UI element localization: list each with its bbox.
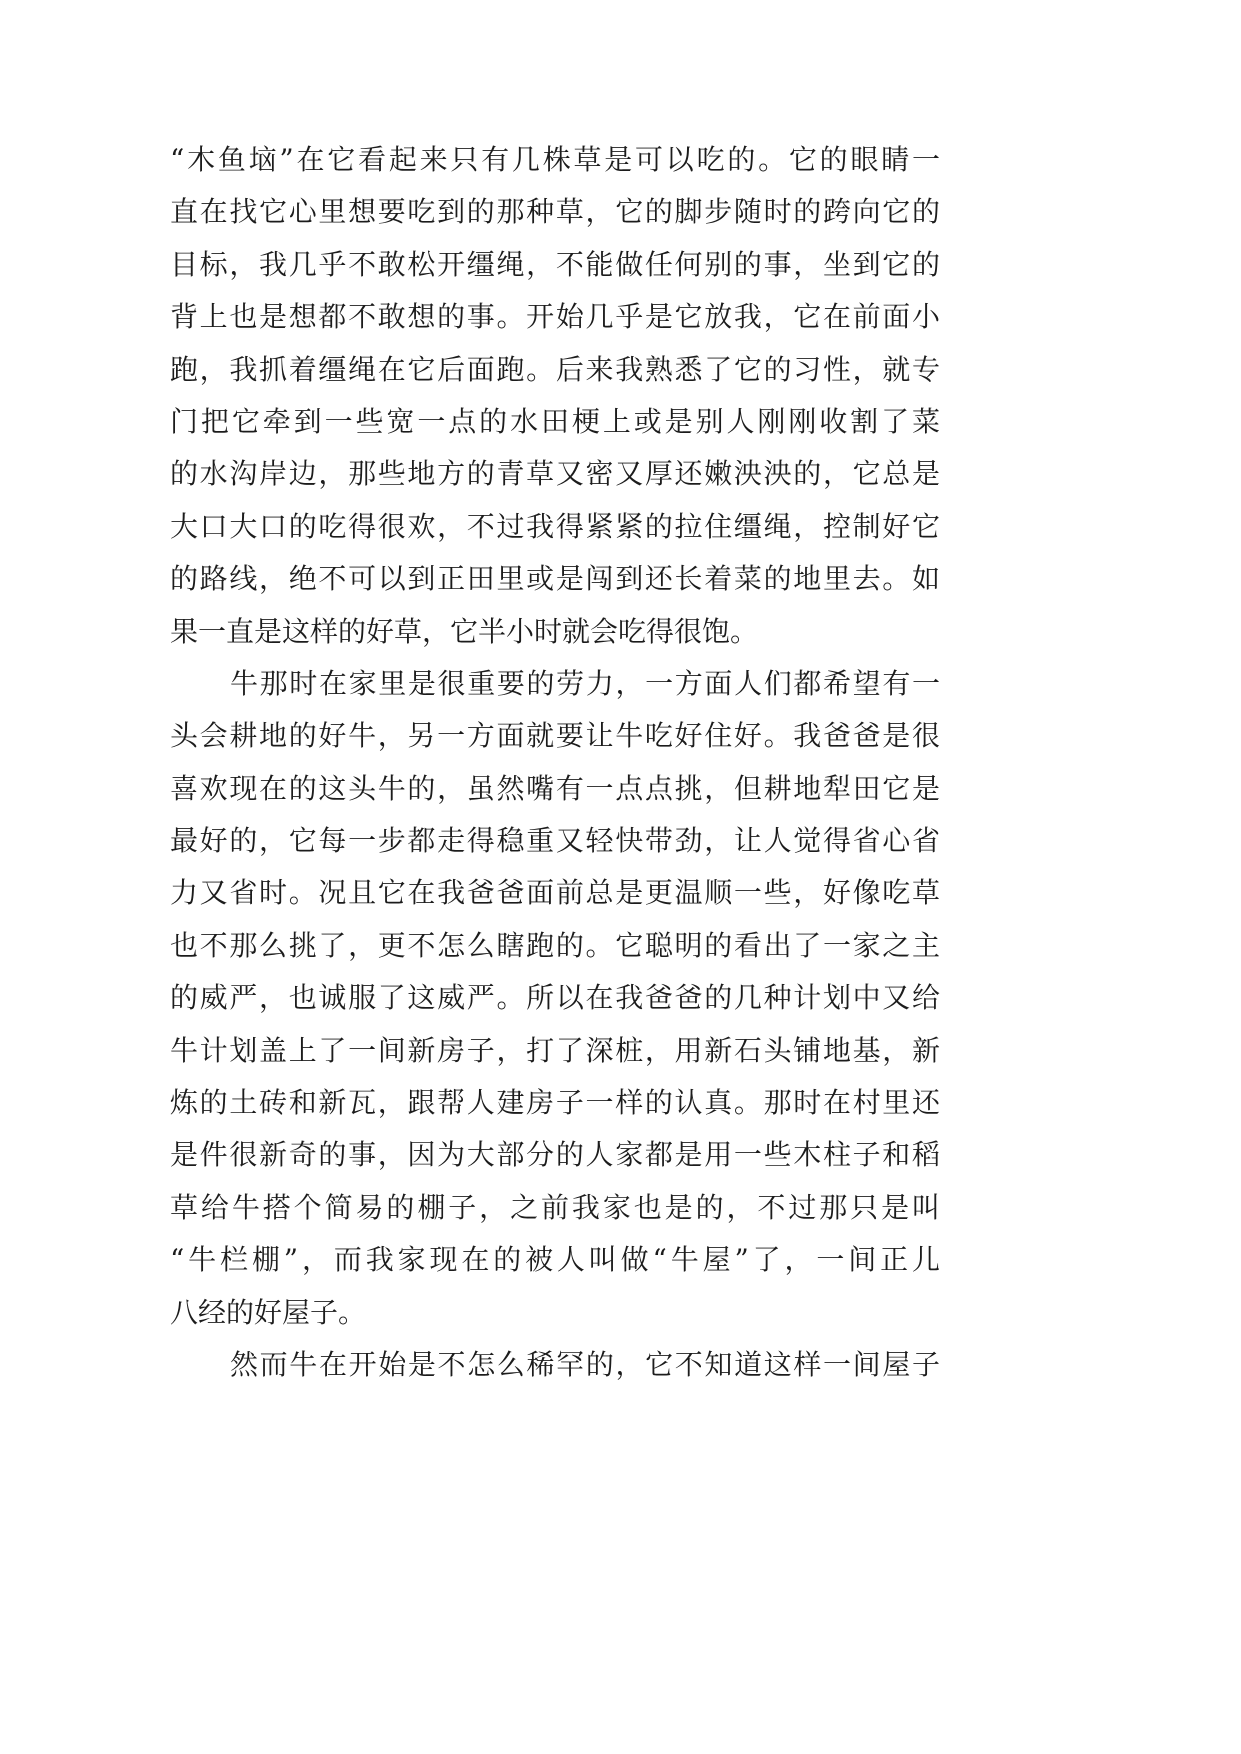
text-line: 跑，我抓着缰绳在它后面跑。后来我熟悉了它的习性，就专 [170, 352, 940, 386]
paragraph [170, 1339, 940, 1391]
text-line: 牛计划盖上了一间新房子，打了深桩，用新石头铺地基，新 [170, 1033, 940, 1067]
text-line: 力又省时。况且它在我爸爸面前总是更温顺一些，好像吃草 [170, 876, 940, 910]
text-line: 喜欢现在的这头牛的，虽然嘴有一点点挑，但耕地犁田它是 [170, 771, 940, 805]
text-line: 直在找它心里想要吃到的那种草，它的脚步随时的跨向它的 [170, 195, 940, 229]
text-line: 门把它牵到一些宽一点的水田梗上或是别人刚刚收割了菜 [170, 404, 940, 438]
text-line: 目标，我几乎不敢松开缰绳，不能做任何别的事，坐到它的 [170, 247, 940, 281]
text-line: “木鱼垴”在它看起来只有几株草是可以吃的。它的眼睛一 [170, 143, 940, 176]
text-line: 最好的，它每一步都走得稳重又轻快带劲，让人觉得省心省 [170, 824, 940, 858]
text-line: “牛栏棚”，而我家现在的被人叫做“牛屋”了，一间正儿 [170, 1243, 940, 1277]
text-line: 然而牛在开始是不怎么稀罕的，它不知道这样一间屋子 [230, 1347, 940, 1381]
text-line: 草给牛搭个简易的棚子，之前我家也是的，不过那只是叫 [170, 1190, 940, 1224]
paragraph [170, 658, 940, 1339]
text-line: 牛那时在家里是很重要的劳力，一方面人们都希望有一 [230, 666, 940, 700]
text-line: 背上也是想都不敢想的事。开始几乎是它放我，它在前面小 [170, 300, 940, 334]
text-line: 是件很新奇的事，因为大部分的人家都是用一些木柱子和稻 [170, 1138, 940, 1172]
text-line: 的水沟岸边，那些地方的青草又密又厚还嫩泱泱的，它总是 [170, 457, 940, 491]
text-line: 炼的土砖和新瓦，跟帮人建房子一样的认真。那时在村里还 [170, 1086, 940, 1120]
text-line: 大口大口的吃得很欢，不过我得紧紧的拉住缰绳，控制好它 [170, 509, 940, 543]
text-line: 果一直是这样的好草，它半小时就会吃得很饱。 [170, 614, 759, 648]
text-line: 头会耕地的好牛，另一方面就要让牛吃好住好。我爸爸是很 [170, 719, 940, 753]
body-text [170, 134, 940, 1391]
paragraph [170, 134, 940, 658]
text-line: 的威严，也诚服了这威严。所以在我爸爸的几种计划中又给 [170, 981, 940, 1015]
text-line: 也不那么挑了，更不怎么瞎跑的。它聪明的看出了一家之主 [170, 928, 940, 962]
text-line: 的路线，绝不可以到正田里或是闯到还长着菜的地里去。如 [170, 562, 940, 596]
text-line: 八经的好屋子。 [170, 1295, 367, 1329]
